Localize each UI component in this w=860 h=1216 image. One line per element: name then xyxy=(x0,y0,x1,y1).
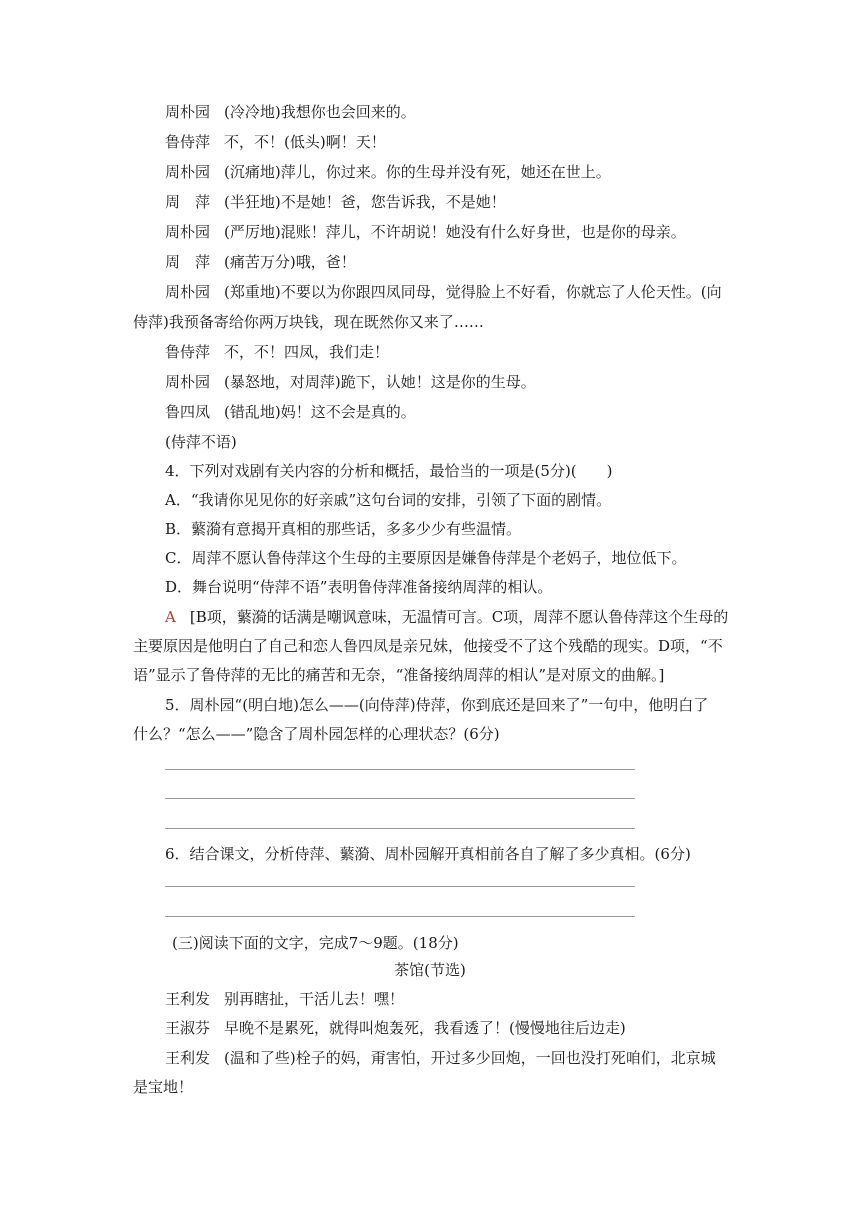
dialogue-text: (严厉地)混账！萍儿，不许胡说！她没有什么好身世，也是你的母亲。 xyxy=(224,223,686,241)
question-4-stem: 4．下列对戏剧有关内容的分析和概括，最恰当的一项是(5分)( ) xyxy=(165,462,613,480)
dialogue-line xyxy=(165,341,765,363)
answer-explanation-cont: 语”显示了鲁侍萍的无比的痛苦和无奈，“准备接纳周萍的相认”是对原文的曲解。] xyxy=(133,666,665,684)
dialogue-text: (沉痛地)萍儿，你过来。你的生母并没有死，她还在世上。 xyxy=(224,163,611,181)
answer-explanation xyxy=(165,606,765,628)
dialogue-line xyxy=(165,1017,765,1039)
dialogue-text: (半狂地)不是她！爸，您告诉我，不是她！ xyxy=(224,193,506,211)
answer-blank-line[interactable] xyxy=(165,886,635,887)
speaker-name: 周朴园 xyxy=(165,163,211,181)
speaker-name: 王利发 xyxy=(165,1049,211,1067)
dialogue-line xyxy=(165,101,765,123)
dialogue-continuation: 是宝地！ xyxy=(133,1078,194,1096)
dialogue-line xyxy=(165,988,765,1010)
answer-blank-line[interactable] xyxy=(165,828,635,829)
dialogue-text: (郑重地)不要以为你跟四凤同母，觉得脸上不好看，你就忘了人伦天性。(向 xyxy=(224,283,722,301)
speaker-name: 周 萍 xyxy=(165,193,211,211)
section-3-intro: (三)阅读下面的文字，完成7～9题。(18分) xyxy=(172,934,459,952)
dialogue-text: 别再瞎扯，干活儿去！嘿！ xyxy=(224,990,405,1008)
dialogue-line xyxy=(165,371,765,393)
dialogue-text: 侍萍)我预备寄给你两万块钱，现在既然你又来了…… xyxy=(133,313,484,331)
dialogue-text: 不，不！四凤，我们走！ xyxy=(224,343,390,361)
speaker-name: 鲁侍萍 xyxy=(165,133,211,151)
dialogue-line xyxy=(165,401,765,423)
dialogue-continuation xyxy=(133,311,733,333)
dialogue-line xyxy=(165,131,765,153)
dialogue-text: (冷冷地)我想你也会回来的。 xyxy=(224,103,416,121)
speaker-name: 鲁侍萍 xyxy=(165,343,211,361)
answer-text: [B项，蘩漪的话满是嘲讽意味，无温情可言。C项，周萍不愿认鲁侍萍这个生母的 xyxy=(189,608,729,626)
answer-blank-line[interactable] xyxy=(165,769,635,770)
speaker-name: 周朴园 xyxy=(165,283,211,301)
dialogue-text: 早晚不是累死，就得叫炮轰死，我看透了！(慢慢地往后边走) xyxy=(224,1019,626,1037)
answer-blank-line[interactable] xyxy=(165,916,635,917)
dialogue-line xyxy=(165,221,765,243)
answer-explanation-cont: 主要原因是他明白了自己和恋人鲁四凤是亲兄妹，他接受不了这个残酷的现实。D项，“不 xyxy=(133,637,723,655)
question-5-stem-cont: 什么？“怎么——”隐含了周朴园怎样的心理状态？(6分) xyxy=(133,725,500,743)
dialogue-line xyxy=(165,251,765,273)
dialogue-text: (错乱地)妈！这不会是真的。 xyxy=(224,403,416,421)
speaker-name: 鲁四凤 xyxy=(165,403,211,421)
speaker-name: 周朴园 xyxy=(165,103,211,121)
question-5-stem: 5．周朴园“(明白地)怎么——(向侍萍)侍萍，你到底还是回来了”一句中，他明白了 xyxy=(165,696,709,714)
option-b: B．蘩漪有意揭开真相的那些话，多多少少有些温情。 xyxy=(165,520,522,538)
speaker-name: 周 萍 xyxy=(165,253,211,271)
answer-blank-line[interactable] xyxy=(165,798,635,799)
dialogue-line xyxy=(165,1047,765,1069)
dialogue-line xyxy=(165,281,765,303)
stage-direction: (侍萍不语) xyxy=(165,433,237,451)
question-6-stem: 6．结合课文，分析侍萍、蘩漪、周朴园解开真相前各自了解了多少真相。(6分) xyxy=(165,845,691,863)
speaker-name: 周朴园 xyxy=(165,223,211,241)
dialogue-text: (温和了些)栓子的妈，甭害怕，开过多少回炮，一回也没打死咱们，北京城 xyxy=(224,1049,716,1067)
answer-letter: A xyxy=(165,608,176,626)
dialogue-text: (暴怒地，对周萍)跪下，认她！这是你的生母。 xyxy=(224,373,536,391)
dialogue-text: (痛苦万分)哦，爸！ xyxy=(224,253,356,271)
option-d: D．舞台说明“侍萍不语”表明鲁侍萍准备接纳周萍的相认。 xyxy=(165,578,553,596)
speaker-name: 王利发 xyxy=(165,990,211,1008)
excerpt-title: 茶馆(节选) xyxy=(394,961,466,979)
option-c: C．周萍不愿认鲁侍萍这个生母的主要原因是嫌鲁侍萍是个老妈子，地位低下。 xyxy=(165,549,687,567)
speaker-name: 王淑芬 xyxy=(165,1019,211,1037)
dialogue-line xyxy=(165,161,765,183)
dialogue-line xyxy=(165,191,765,213)
speaker-name: 周朴园 xyxy=(165,373,211,391)
dialogue-text: 不，不！(低头)啊！天！ xyxy=(224,133,386,151)
option-a: A．“我请你见见你的好亲戚”这句台词的安排，引领了下面的剧情。 xyxy=(165,491,612,509)
